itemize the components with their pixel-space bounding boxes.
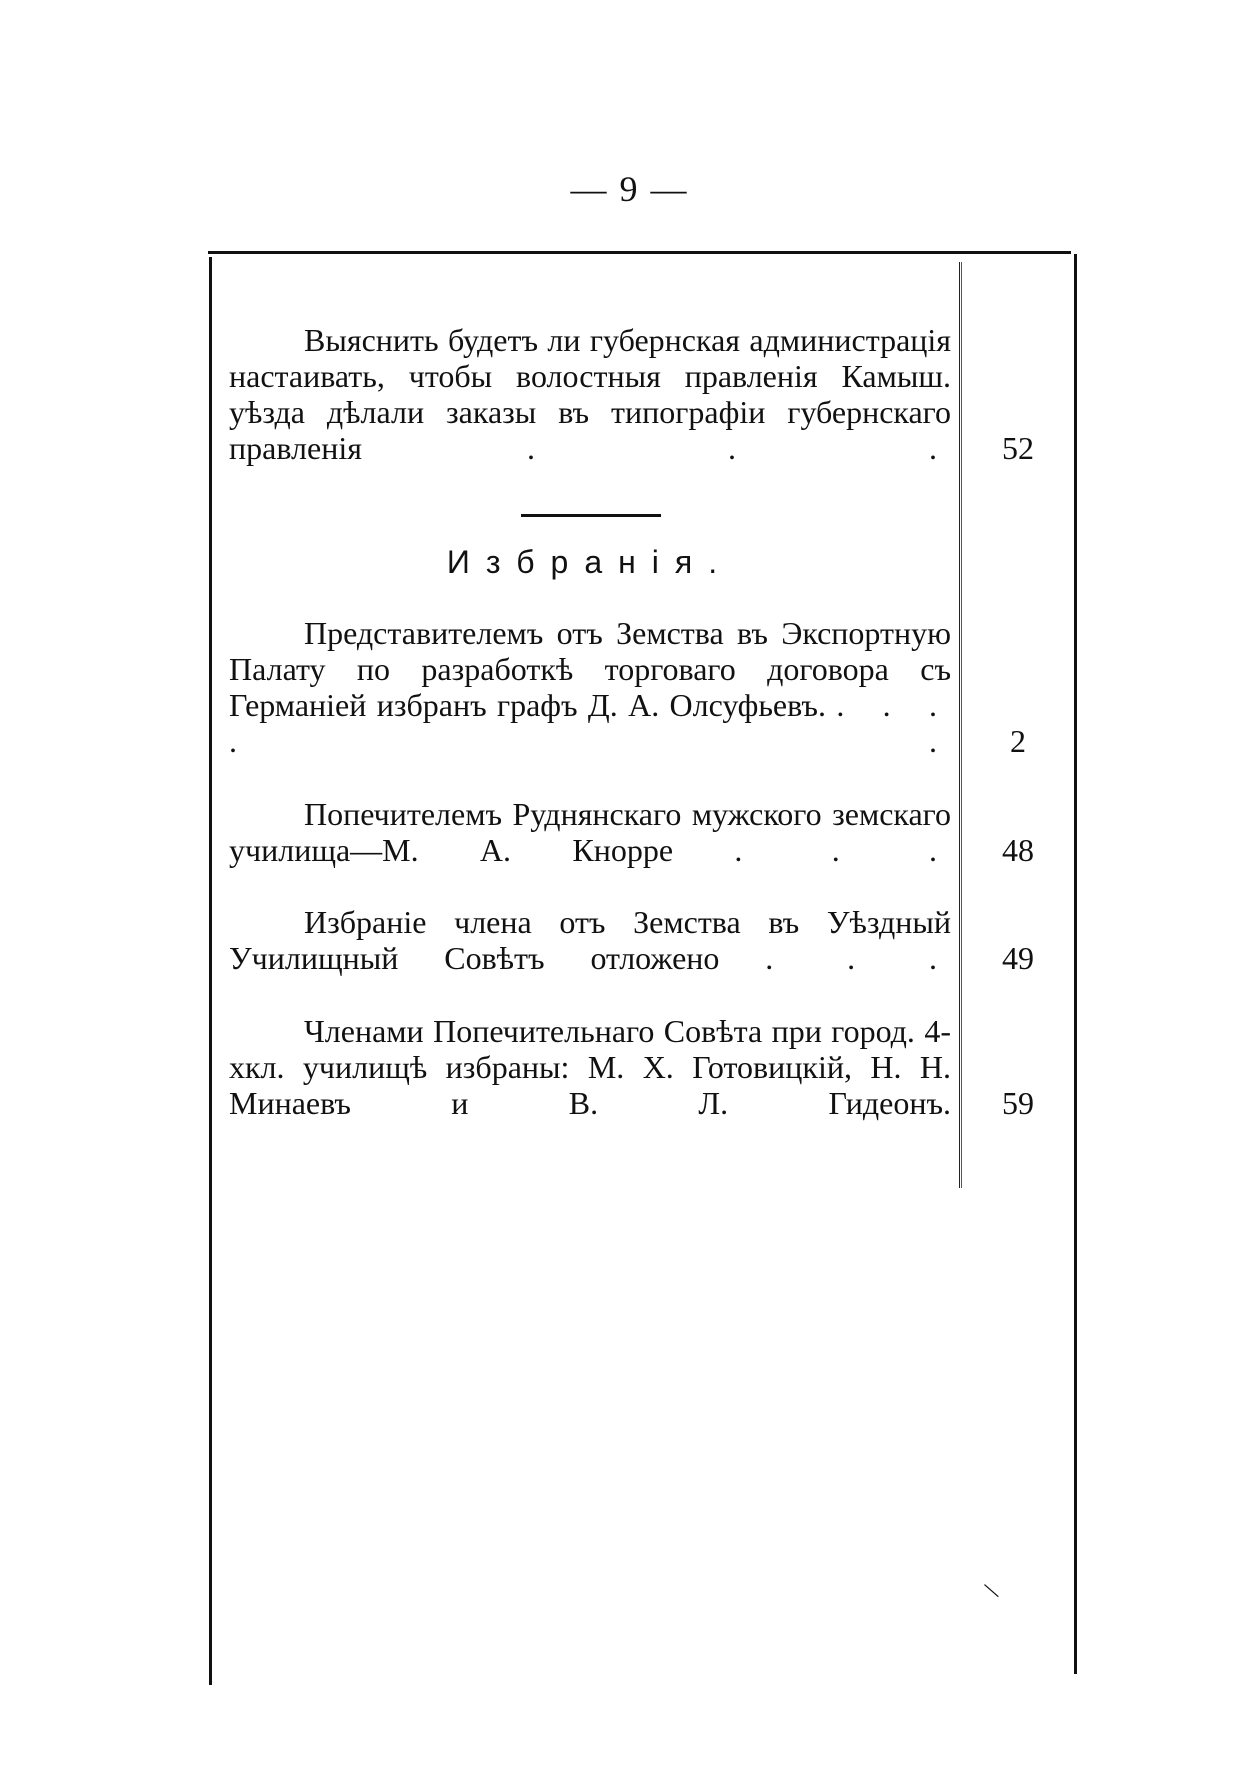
index-entry-rudnya-school xyxy=(229,796,951,868)
left-border xyxy=(209,257,212,1685)
right-border xyxy=(1074,254,1077,1674)
dot-leader: . . . . . xyxy=(229,687,952,759)
page-reference: 2 xyxy=(1010,723,1026,759)
index-entry-administration xyxy=(229,322,951,466)
top-rule xyxy=(208,251,1071,254)
page-number: — 9 — xyxy=(570,169,689,209)
entry-text: Выяснить будетъ ли губернская администрація настаивать, чтобы волостныя правленія Камыш. уѣзда дѣлали заказы въ типографіи губернскаго правленія xyxy=(229,322,951,466)
page-reference: 52 xyxy=(1002,430,1034,466)
column-divider xyxy=(959,262,962,1188)
entry-text: Членами Попечительнаго Совѣта при город. 4-хкл. училищѣ избраны: М. Х. Готовицкій, Н. Н. Минаевъ и В. Л. Гидеонъ. xyxy=(229,1013,951,1121)
dot-leader: . . . xyxy=(765,940,952,976)
index-entry-export-chamber xyxy=(229,615,951,759)
margin-mark: \ xyxy=(980,1576,1002,1605)
dot-leader: . . . xyxy=(526,430,952,466)
section-rule xyxy=(521,514,661,517)
entry-text: Избраніе члена отъ Земства въ Уѣздный Училищный Совѣтъ отложено xyxy=(229,904,951,976)
page-reference: 59 xyxy=(1002,1085,1034,1121)
entry-text: Представителемъ отъ Земства въ Экспортную Палату по разработкѣ торговаго договора съ Германіей избранъ графъ Д. А. Олсуфьевъ. xyxy=(229,615,951,723)
page-reference: 48 xyxy=(1002,832,1034,868)
dot-leader: . . . xyxy=(734,832,952,868)
index-entry-trustee-council xyxy=(229,1013,951,1121)
page-reference: 49 xyxy=(1002,940,1034,976)
section-heading: Избранія. xyxy=(446,544,734,580)
entry-text: Попечителемъ Руднянскаго мужского земскаго училища—М. А. Кнорре xyxy=(229,796,951,868)
index-entry-district-council xyxy=(229,904,951,976)
